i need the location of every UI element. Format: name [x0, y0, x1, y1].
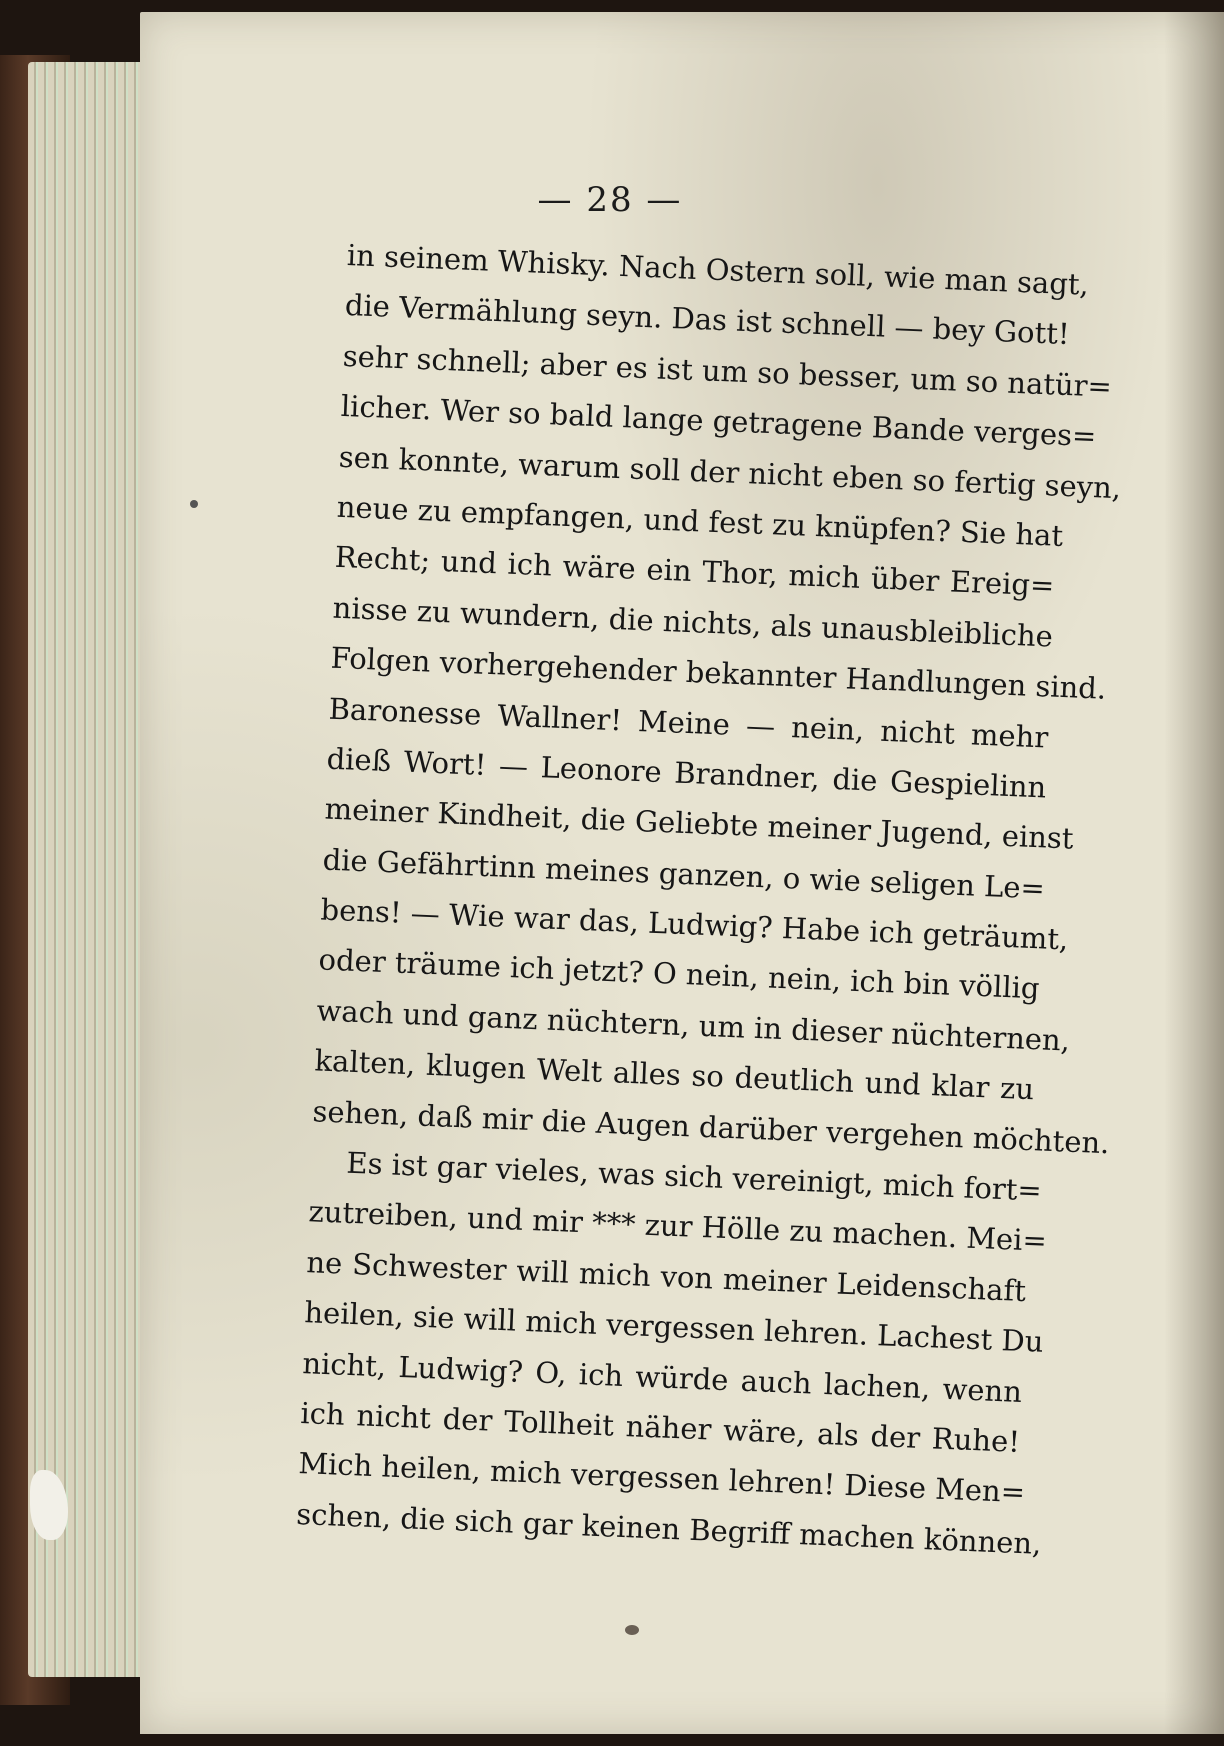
text-line: in seinem Whisky. Nach Ostern soll, wie man sagt,	[346, 237, 1090, 302]
text-line: sehen, daß mir die Augen darüber vergehen möchten.	[311, 1093, 1111, 1160]
page-gutter-shadow	[1164, 12, 1224, 1734]
text-line: meiner Kindheit, die Geliebte meiner Jugend, einst	[324, 791, 1075, 856]
text-line: Baronesse Wallner! Meine — nein, nicht mehr	[328, 691, 1049, 755]
text-line: licher. Wer so bald lange getragene Bande verges=	[340, 389, 1097, 454]
text-line: Folgen vorhergehender bekannter Handlungen sind.	[330, 640, 1107, 706]
text-line: die Vermählung seyn. Das ist schnell — bey Gott!	[344, 288, 1071, 352]
text-line: schen, die sich gar keinen Begriff machen können,	[295, 1496, 1043, 1561]
text-line: ne Schwester will mich von meiner Leidenschaft	[305, 1244, 1027, 1308]
text-line: nisse zu wundern, die nichts, als unausbleibliche	[332, 590, 1054, 654]
text-line: ich nicht der Tollheit näher wäre, als der Ruhe!	[299, 1396, 1021, 1459]
text-line: nicht, Ludwig? O, ich würde auch lachen, wenn	[301, 1345, 1023, 1409]
page-stack-edges	[28, 62, 148, 1677]
page-text	[295, 230, 1122, 1568]
text-line: sehr schnell; aber es ist um so besser, um so natür=	[342, 338, 1113, 404]
text-line: oder träume ich jetzt? O nein, nein, ich bin völlig	[318, 942, 1041, 1006]
text-line: dieß Wort! — Leonore Brandner, die Gespielinn	[326, 741, 1047, 805]
text-line: zutreiben, und mir *** zur Hölle zu machen. Mei=	[307, 1194, 1048, 1259]
margin-mark	[190, 500, 198, 508]
text-line: Mich heilen, mich vergessen lehren! Diese Men=	[297, 1446, 1026, 1510]
text-line: Es ist gar vieles, was sich vereinigt, mich fort=	[345, 1145, 1043, 1208]
text-line: bens! — Wie war das, Ludwig? Habe ich geträumt,	[320, 892, 1069, 957]
text-line: Recht; und ich wäre ein Thor, mich über Ereig=	[334, 540, 1055, 603]
text-line: sen konnte, warum soll der nicht eben so fertig seyn,	[338, 439, 1122, 505]
text-line: die Gefährtinn meines ganzen, o wie seligen Le=	[322, 842, 1046, 906]
ink-smudge	[625, 1625, 639, 1635]
text-line: wach und ganz nüchtern, um in dieser nüchternen,	[315, 993, 1071, 1058]
text-line: heilen, sie will mich vergessen lehren. Lachest Du	[303, 1295, 1045, 1359]
page-number: — 28 —	[537, 180, 683, 220]
text-line: neue zu empfangen, und fest zu knüpfen? Sie hat	[336, 489, 1064, 553]
text-line: kalten, klugen Welt alles so deutlich und klar zu	[313, 1043, 1035, 1107]
